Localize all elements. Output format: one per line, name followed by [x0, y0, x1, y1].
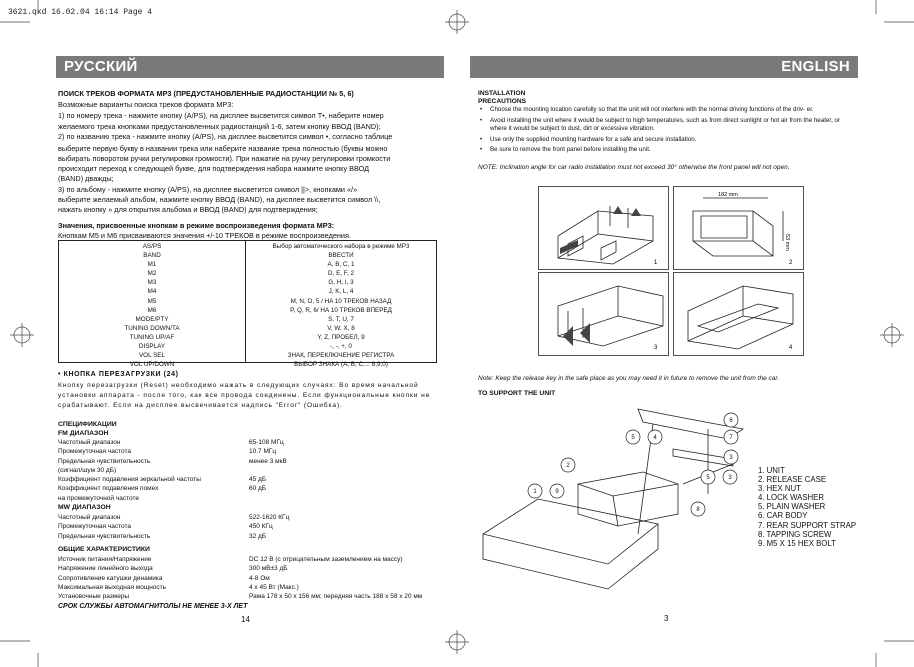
russian-section-bar: [56, 56, 444, 78]
general-spec-label: Напряжение линейного выхода: [58, 565, 153, 573]
precaution-item: • Be sure to remove the front panel before installing the unit.: [478, 146, 858, 155]
dim-height-label: 53 mm: [784, 234, 790, 251]
table-value-cell: ЗНАК, ПЕРЕКЛЮЧЕНИЕ РЕГИСТРА: [287, 352, 395, 360]
table-button-cell: M4: [147, 288, 157, 296]
installation-heading-line: PRECAUTIONS: [478, 98, 526, 105]
reset-heading: • КНОПКА ПЕРЕЗАГРУЗКИ (24): [58, 371, 179, 378]
parts-list-item: 4. LOCK WASHER: [758, 493, 824, 503]
inclination-note: NOTE: Inclination angle for car radio installation must not exceed 30° otherwise the front panel will not open.: [478, 164, 790, 171]
general-spec-label: Источник питания/Напряжение: [58, 556, 152, 563]
table-button-cell: M2: [147, 270, 157, 278]
parts-list-item: 8. TAPPING SCREW: [758, 529, 832, 539]
lifetime-note: СРОК СЛУЖБЫ АВТОМАГНИТОЛЫ НЕ МЕНЕЕ 3-Х ЛЕТ: [58, 603, 248, 610]
support-heading: TO SUPPORT THE UNIT: [478, 390, 556, 397]
table-value-cell: J, K, L, 4: [328, 288, 354, 296]
table-button-column: [59, 242, 245, 369]
general-spec-labels: [58, 555, 166, 601]
table-button-cell: TUNING DOWN/TA: [124, 324, 180, 332]
figure-number: 1: [654, 260, 658, 266]
figure-number: 2: [789, 260, 793, 266]
general-spec-value: 4 x 45 Вт (Макс.): [249, 583, 299, 591]
table-value-cell: A, B, C, 1: [327, 261, 355, 269]
callout: 5: [706, 475, 710, 481]
callout: 6: [729, 418, 733, 424]
fm-spec-label: (сигнал/шум 30 дБ): [58, 466, 117, 474]
unit-body: [483, 524, 658, 589]
reset-line: установки аппарата - после того, как все провода соединены. Если функциональные кнопки не: [58, 392, 431, 399]
fm-spec-label: на промежуточной частоте: [58, 494, 139, 502]
fm-spec-value: менее 3 мкВ: [249, 457, 287, 465]
fm-spec-labels: [58, 438, 201, 503]
fm-spec-value: [249, 494, 287, 503]
table-button-cell: MODE/PTY: [135, 315, 169, 323]
english-section-bar: [470, 56, 858, 78]
general-spec-value: 300 мВ±3 дБ: [249, 565, 288, 573]
table-value-cell: Y, Z, ПРОБЕЛ, 9: [317, 333, 365, 341]
mp3-button-table: [58, 240, 437, 369]
reset-line: Кнопку перезагрузки (Reset) необходимо нажать в следующих случаях: Во время начальной: [58, 382, 419, 389]
fm-spec-label: Частотный диапазон: [58, 439, 121, 446]
installation-heading: [478, 90, 526, 106]
fm-spec-value: 60 дБ: [249, 485, 267, 493]
callout: 9: [555, 489, 559, 495]
fm-spec-label: Коэффициент подавления зеркальной частоты: [58, 476, 201, 484]
mw-spec-value: 32 дБ: [249, 532, 267, 540]
table-value-cell: -, -, +, 0: [330, 343, 352, 351]
parts-list-item: 1. UNIT: [758, 466, 785, 475]
release-key-note: Note: Keep the release key in the safe place as you may need it in future to remove the unit from the car.: [478, 375, 780, 382]
mw-spec-label: Частотный диапазон: [58, 514, 121, 521]
page-number-left: 14: [241, 615, 250, 624]
section-title-russian: РУССКИЙ: [64, 58, 138, 75]
method-3-line: нажать кнопку » для открытия альбома и ВВОД (BAND) для подтверждения;: [58, 205, 318, 214]
parts-list-item: 5. PLAIN WASHER: [758, 502, 826, 512]
table-button-cell: TUNING UP/AF: [129, 333, 175, 341]
installation-figures: [538, 186, 804, 356]
callout: 7: [729, 435, 733, 441]
installation-heading-line: INSTALLATION: [478, 90, 526, 97]
table-button-cell: M1: [147, 261, 157, 269]
button-values-sub: Кнопкам M5 и M6 присваиваются значения +/-10 ТРЕКОВ в режиме воспроизведения.: [58, 231, 351, 240]
fm-spec-label: Коэффициент подавления помех: [58, 485, 159, 493]
fm-spec-value: 65-108 МГц: [249, 439, 284, 446]
table-value-cell: M, N, O, 5 / HA 10 ТРЕКОВ НАЗАД: [290, 297, 392, 305]
spec-heading: СПЕЦИФИКАЦИИ: [58, 421, 117, 428]
method-2-line: (BAND) дважды;: [58, 174, 114, 183]
general-spec-value: 4-8 Ом: [249, 574, 270, 582]
callout: 3: [728, 475, 732, 481]
figure-number: 3: [654, 345, 658, 351]
method-2-line: выберите первую букву в названии трека или наберите название трека полностью (буквы можно: [58, 144, 388, 153]
precaution-item: • Choose the mounting location carefully so that the unit will not interfere with the normal driving functions of the driv- er.: [478, 106, 858, 115]
callout: 5: [631, 435, 635, 441]
parts-list-item: 6. CAR BODY: [758, 511, 808, 521]
table-value-cell: ВЫБОР ЗНАКА (A, B, C.... 8,9,0): [294, 361, 388, 369]
section-title-english: ENGLISH: [781, 58, 850, 75]
figure-number: 4: [789, 345, 793, 351]
parts-list-item: 3. HEX NUT: [758, 484, 801, 494]
table-value-cell: G, H, I, 3: [328, 279, 354, 287]
method-2-line: выбирать поворотом ручки регулировки громкости). При нажатие на ручку регулировки громкости: [58, 154, 391, 163]
figure-4-frame: [674, 273, 804, 356]
method-2: 2) по названию трека - нажмите кнопку (A/PS), на дисплее высветится символ •, согласно таблице: [58, 132, 393, 141]
file-header: 3621.qxd 16.02.04 16:14 Page 4: [8, 8, 153, 17]
table-button-cell: VOL UP/DOWN: [129, 361, 175, 369]
table-value-cell: P, Q, R, 6/ НА 10 ТРЕКОВ ВПЕРЕД: [290, 306, 392, 314]
parts-list: [758, 466, 856, 548]
general-spec-label: Сопротивление катушки динамика: [58, 574, 163, 582]
general-spec-label: Установочные размеры: [58, 593, 130, 601]
mw-spec-labels: [58, 513, 150, 541]
fm-spec-label: Промежуточная частота: [58, 448, 132, 456]
parts-list-item: 7. REAR SUPPORT STRAP: [758, 520, 857, 530]
table-button-cell: M6: [147, 306, 157, 314]
method-1a: 1) по номеру трека - нажмите кнопку (A/PS), на дисплее высветится символ T•, наберите номер: [58, 111, 384, 120]
support-diagram: [478, 404, 754, 604]
mw-spec-label: Предельная чувствительность: [58, 532, 151, 540]
precaution-item: • Avoid installing the unit where it would be subject to high temperatures, such as from direct sunlight or hot air from the heater, or where it would be subject to dust, dirt or excessive vibration.: [478, 117, 858, 134]
mw-spec-values: [249, 513, 289, 541]
method-3-line: выберите желаемый альбом, нажмите кнопку ВВОД (BAND), на дисплее высветится символ \\,: [58, 195, 381, 204]
page-number-right: 3: [664, 614, 669, 623]
callout: 8: [696, 507, 700, 513]
mp3-search-intro: Возможные варианты поиска треков формата MP3:: [58, 100, 234, 109]
method-3-line: 3) по альбому - нажмите кнопку (A/PS), на дисплее высветится символ ||>, кнопками «/»: [58, 185, 358, 194]
precaution-item: • Use only the supplied mounting hardware for a safe and secure installation.: [478, 136, 858, 145]
precautions-list: [478, 106, 858, 157]
parts-list-item: 2. RELEASE CASE: [758, 475, 827, 485]
table-value-cell: Выбор автоматического набора в режиме MP3: [272, 243, 410, 250]
fm-spec-value: 10.7 МГц: [249, 448, 277, 456]
table-button-cell: M5: [147, 297, 157, 305]
table-value-cell: ВВЕСТИ: [328, 252, 354, 260]
general-heading: ОБЩИЕ ХАРАКТЕРИСТИКИ: [58, 546, 150, 553]
general-spec-value: DC 12 В (с отрицательным заземлением на массу): [249, 556, 403, 563]
table-button-cell: BAND: [143, 252, 161, 260]
reset-paragraph: [58, 381, 430, 411]
table-value-cell: S, T, U, 7: [328, 315, 354, 323]
callout: 2: [566, 463, 570, 469]
table-button-cell: M3: [147, 279, 157, 287]
method-1b: желаемого трека кнопками предустановленных радиостанций 1-6, затем кнопку ВВОД (BAND);: [58, 122, 381, 131]
fm-spec-value: 45 дБ: [249, 476, 267, 484]
mw-spec-value: 522-1620 КГц: [249, 514, 290, 521]
parts-list-item: 9. M5 X 15 HEX BOLT: [758, 538, 836, 548]
general-spec-label: Максимальная выходная мощность: [58, 583, 167, 591]
fm-spec-value: [249, 466, 287, 475]
callout: 3: [729, 455, 733, 461]
fm-spec-label: Предельная чувствительность: [58, 457, 151, 465]
dim-width-label: 182 mm: [718, 192, 738, 198]
table-value-cell: V, W, X, 8: [327, 324, 355, 332]
reset-line: срабатывают. Если на дисплее высвечивается надпись "Error" (Ошибка).: [58, 402, 343, 409]
table-value-cell: D, E, F, 2: [328, 270, 354, 278]
callout: 4: [653, 435, 657, 441]
mw-spec-value: 450 КГц: [249, 523, 273, 531]
fm-spec-values: [249, 438, 287, 503]
button-values-heading: Значения, присвоенные кнопкам в режиме воспроизведения формата MP3:: [58, 221, 335, 230]
table-button-cell: DISPLAY: [138, 343, 166, 351]
callout: 1: [533, 489, 537, 495]
mw-heading: MW ДИАПАЗОН: [58, 504, 111, 511]
mw-spec-label: Промежуточная частота: [58, 523, 132, 531]
method-2-line: происходит переход к следующей букве, для подтверждения набора нажмите кнопку ВВОД: [58, 164, 370, 173]
table-button-cell: AS/PS: [142, 243, 162, 250]
table-button-cell: VOL SEL: [138, 352, 166, 360]
general-spec-values: [249, 555, 422, 601]
mp3-search-heading: ПОИСК ТРЕКОВ ФОРМАТА MP3 (ПРЕДУСТАНОВЛЕННЫЕ РАДИОСТАНЦИИ № 5, 6): [58, 89, 354, 98]
general-spec-value: Рама 178 x 50 x 156 мм; передняя часть 188 x 58 x 20 мм: [249, 593, 423, 601]
fm-heading: FM ДИАПАЗОН: [58, 430, 109, 437]
table-value-column: [246, 242, 436, 369]
